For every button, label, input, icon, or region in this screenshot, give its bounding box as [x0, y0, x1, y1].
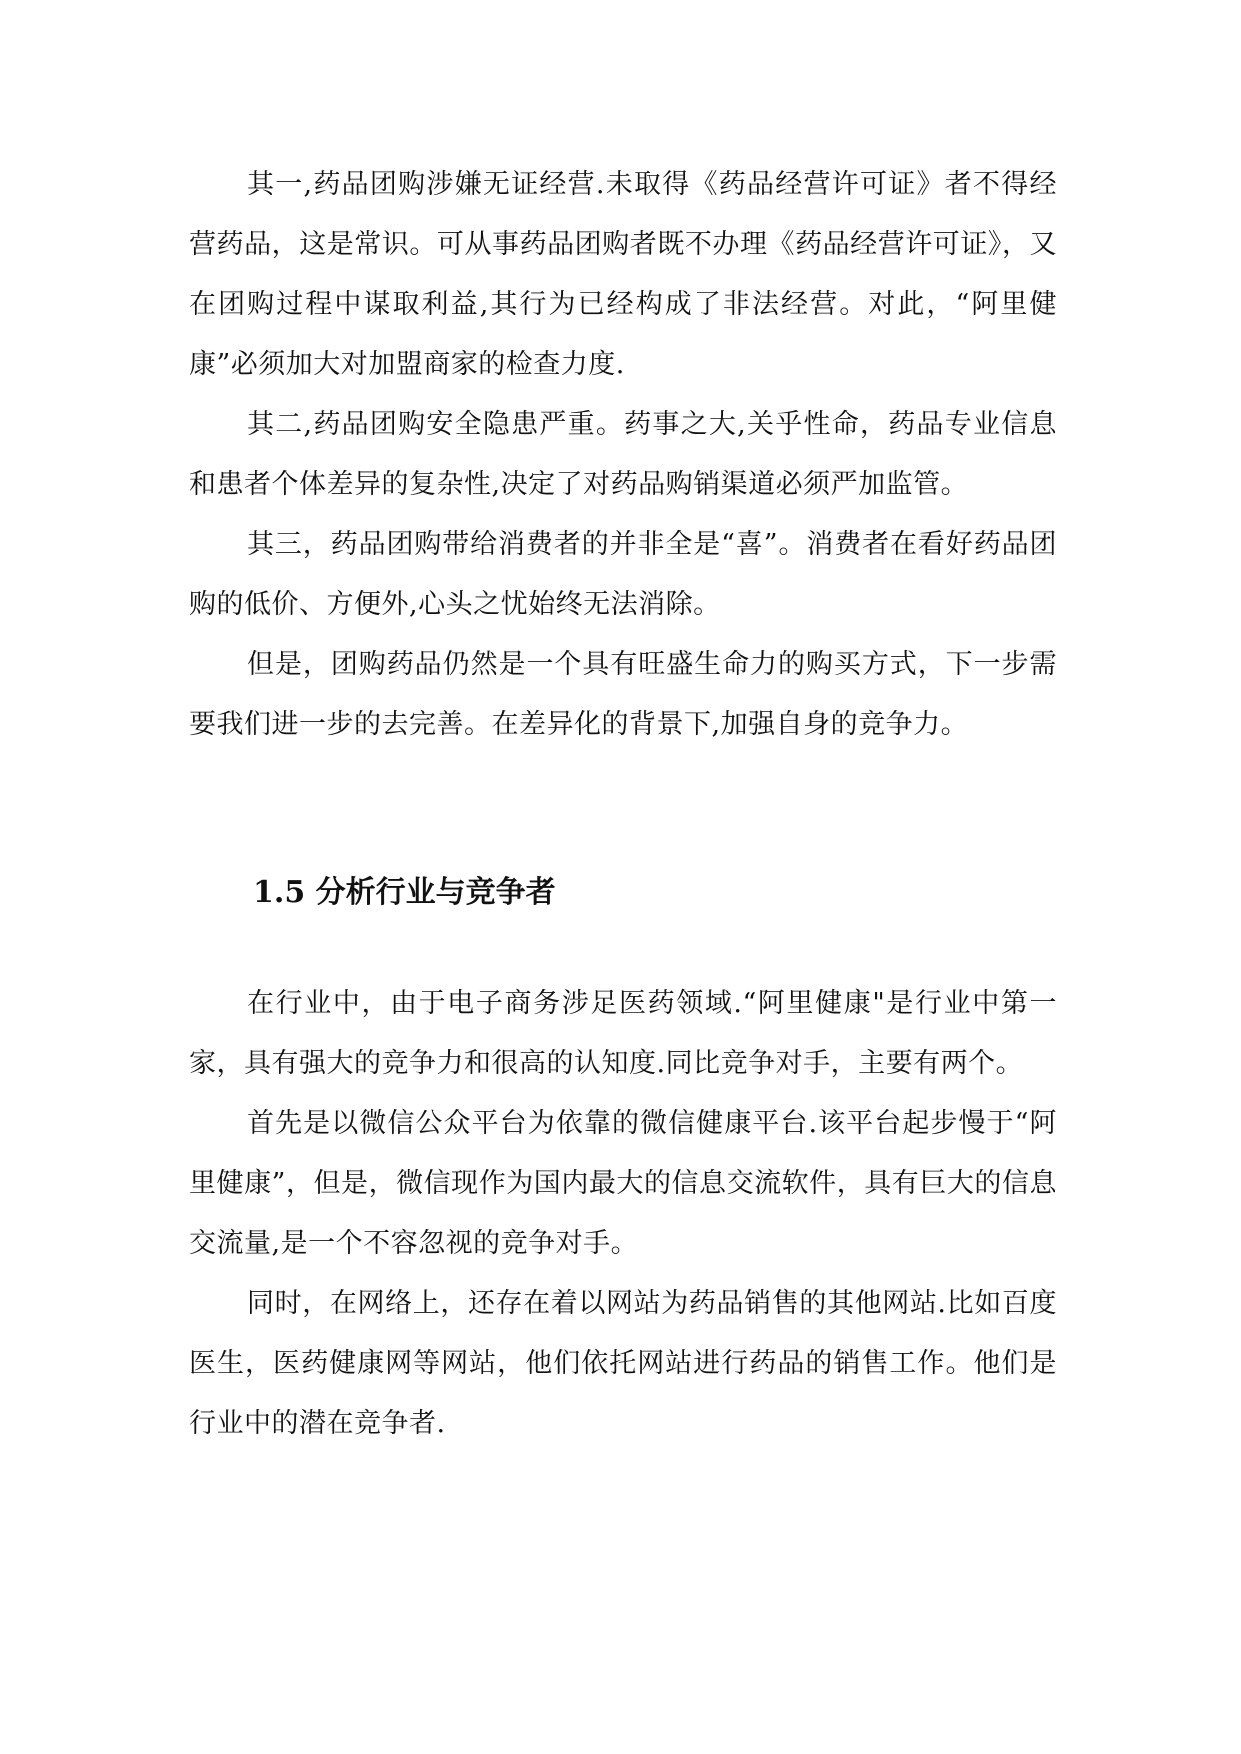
paragraph: 其三，药品团购带给消费者的并非全是“喜”。消费者在看好药品团购的低价、方便外,心头之忧始终无法消除。 — [189, 529, 1057, 620]
section-heading: 1.5 分析行业与竞争者 — [253, 875, 556, 910]
paragraph: 其二,药品团购安全隐患严重。药事之大,关乎性命，药品专业信息和患者个体差异的复杂性,决定了对药品购销渠道必须严加监管。 — [189, 409, 1057, 500]
paragraph: 其一,药品团购涉嫌无证经营.未取得《药品经营许可证》者不得经营药品，这是常识。可从事药品团购者既不办理《药品经营许可证》，又在团购过程中谋取利益,其行为已经构成了非法经营。对此，“阿里健康”必须加大对加盟商家的检查力度. — [189, 169, 1057, 380]
paragraph: 首先是以微信公众平台为依靠的微信健康平台.该平台起步慢于“阿里健康”，但是，微信现作为国内最大的信息交流软件，具有巨大的信息交流量,是一个不容忽视的竞争对手。 — [189, 1108, 1057, 1259]
paragraph-group-competitors — [189, 974, 1057, 1454]
document-content — [189, 155, 1057, 1454]
paragraph-group-risks — [189, 155, 1057, 755]
paragraph: 在行业中，由于电子商务涉足医药领域.“阿里健康"是行业中第一家，具有强大的竞争力和很高的认知度.同比竞争对手，主要有两个。 — [189, 988, 1057, 1079]
paragraph: 但是，团购药品仍然是一个具有旺盛生命力的购买方式，下一步需要我们进一步的去完善。在差异化的背景下,加强自身的竞争力。 — [189, 649, 1057, 740]
paragraph: 同时，在网络上，还存在着以网站为药品销售的其他网站.比如百度医生，医药健康网等网站，他们依托网站进行药品的销售工作。他们是行业中的潜在竞争者. — [189, 1288, 1057, 1439]
